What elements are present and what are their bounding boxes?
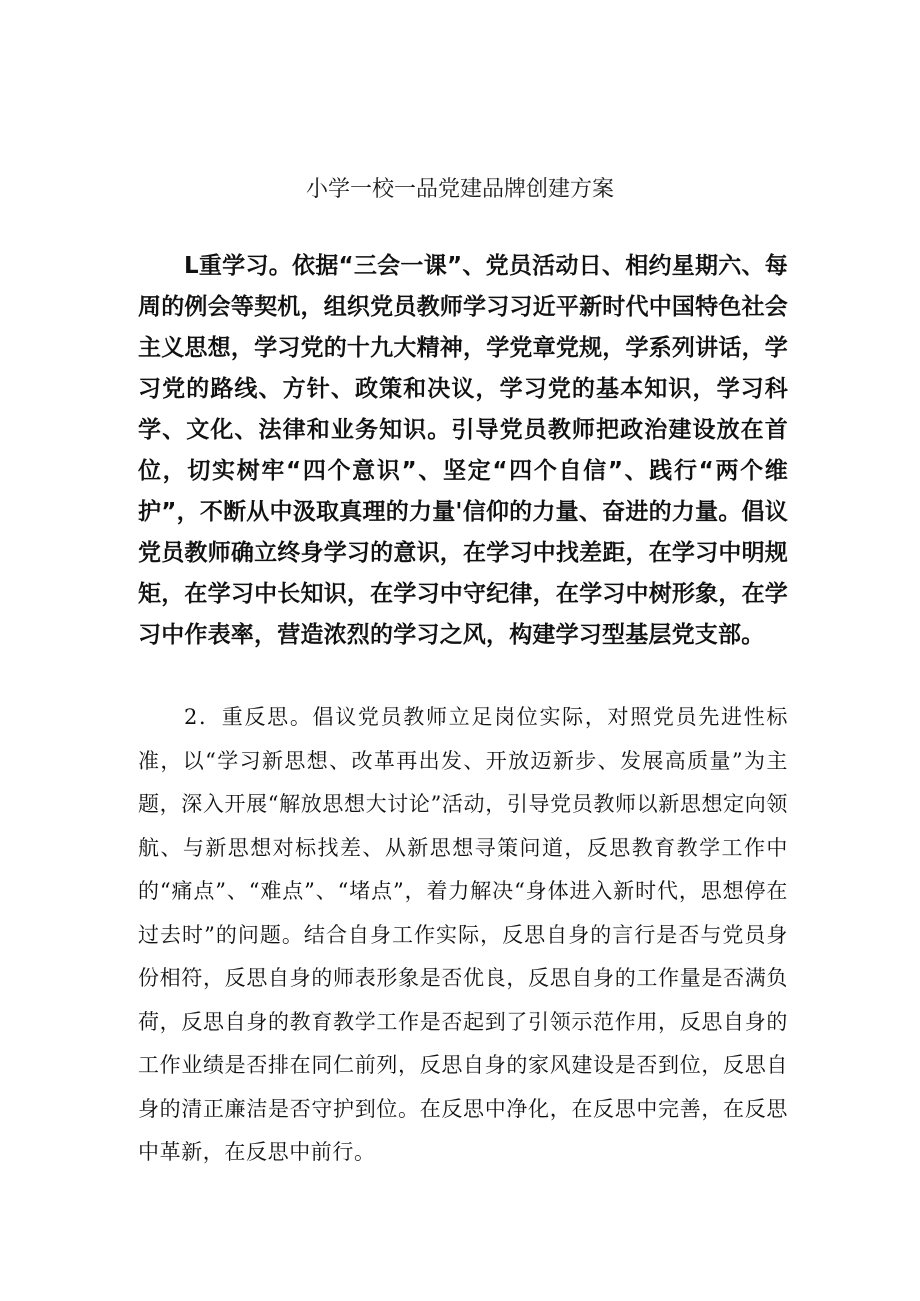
paragraph-reflection-text: 2．重反思。倡议党员教师立足岗位实际，对照党员先进性标准，以“学习新思想、改革再出发、开放迈新步、发展高质量”为主题，深入开展“解放思想大讨论”活动，引导党员教师以新思想定向领航、与新思想对标找差、从新思想寻策问道，反思教育教学工作中的“痛点”、“难点”、“堵点”，着力解决“身体进入新时代，思想停在过去时”的问题。结合自身工作实际，反思自身的言行是否与党员身份相符，反思自身的师表形象是否优良，反思自身的工作量是否满负荷，反思自身的教育教学工作是否起到了引领示范作用，反思自身的工作业绩是否排在同仁前列，反思自身的家风建设是否到位，反思自身的清正廉洁是否守护到位。在反思中净化，在反思中完善，在反思中革新，在反思中前行。 <box>138 705 788 1164</box>
paragraph-reflection <box>138 696 788 1175</box>
paragraph-study-text: L重学习。依据“三会一课”、党员活动日、相约星期六、每周的例会等契机，组织党员教师学习习近平新时代中国特色社会主义思想，学习党的十九大精神，学党章党规，学系列讲话，学习党的路线、方针、政策和决议，学习党的基本知识，学习科学、文化、法律和业务知识。引导党员教师把政治建设放在首位，切实树牢“四个意识”、坚定“四个自信”、践行“两个维护”，不断从中汲取真理的力量'信仰的力量、奋进的力量。倡议党员教师确立终身学习的意识，在学习中找差距，在学习中明规矩，在学习中长知识，在学习中守纪律，在学习中树形象，在学习中作表率，营造浓烈的学习之风，构建学习型基层党支部。 <box>138 253 788 648</box>
paragraph-study <box>138 246 788 656</box>
document-title: 小学一校一品党建品牌创建方案 <box>305 177 614 202</box>
